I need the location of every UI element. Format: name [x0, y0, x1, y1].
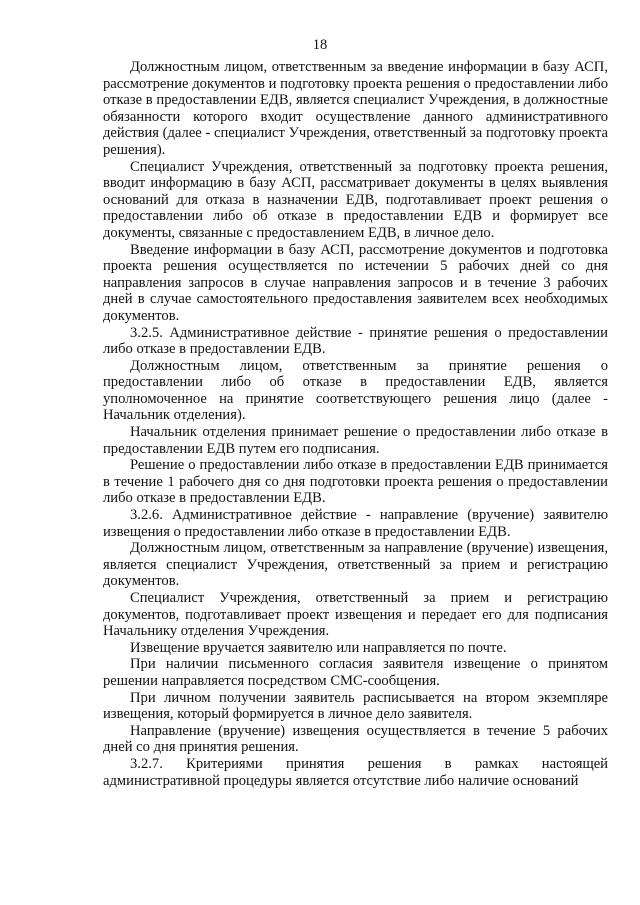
paragraph-head-signs: Начальник отделения принимает решение о предоставлении либо отказе в предоставлении ЕДВ путем его подписания. [103, 424, 608, 457]
paragraph-decision-deadline: Решение о предоставлении либо отказе в предоставлении ЕДВ принимается в течение 1 рабочего дня со дня подготовки проекта решения о предоставлении либо отказе в предоставлении ЕДВ. [103, 457, 608, 507]
document-body [103, 59, 608, 789]
paragraph-notice-deadline: Направление (вручение) извещения осуществляется в течение 5 рабочих дней со дня принятия решения. [103, 722, 608, 756]
paragraph-sms-notice: При наличии письменного согласия заявителя извещение о принятом решении направляется посредством СМС-сообщения. [103, 656, 608, 689]
page-number: 18 [312, 37, 328, 53]
paragraph-section-3-2-5: 3.2.5. Административное действие - принятие решения о предоставлении либо отказе в предоставлении ЕДВ. [103, 324, 608, 358]
paragraph-personal-receipt: При личном получении заявитель расписывается на втором экземпляре извещения, который формируется в личное дело заявителя. [103, 689, 608, 723]
paragraph-notice-preparation: Специалист Учреждения, ответственный за прием и регистрацию документов, подготавливает проект извещения и передает его для подписания Начальнику отделения Учреждения. [103, 590, 608, 640]
paragraph-responsible-official: Должностным лицом, ответственным за введение информации в базу АСП, рассмотрение документов и подготовку проекта решения о предоставлении либо отказе в предоставлении ЕДВ, является специалист Учреждения, в должностные обязанности которого входит осуществление данного административного действия (далее - специалист Учреждения, ответственный за подготовку проекта решения). [103, 59, 608, 158]
paragraph-decision-official: Должностным лицом, ответственным за принятие решения о предоставлении либо об отказе в предоставлении ЕДВ, является уполномоченное на принятие соответствующего решения лицо (далее - Начальник отделения). [103, 357, 608, 424]
paragraph-specialist-duties: Специалист Учреждения, ответственный за подготовку проекта решения, вводит информацию в базу АСП, рассматривает документы в целях выявления оснований для отказа в назначении ЕДВ, подготавливает проект решения о предоставлении либо об отказе в предоставлении ЕДВ и формирует все документы, связанные с предоставлением ЕДВ, в личное дело. [103, 158, 608, 241]
paragraph-notice-delivery: Извещение вручается заявителю или направляется по почте. [130, 639, 507, 656]
paragraph-section-3-2-7: 3.2.7. Критериями принятия решения в рамках настоящей административной процедуры является отсутствие либо наличие оснований [103, 755, 608, 789]
paragraph-processing-deadline: Введение информации в базу АСП, рассмотрение документов и подготовка проекта решения осуществляется по истечении 5 рабочих дней со дня направления запросов в случае направления запросов и в течение 3 рабочих дней в случае самостоятельного предоставления заявителем всех необходимых документов. [103, 241, 608, 324]
paragraph-section-3-2-6: 3.2.6. Административное действие - направление (вручение) заявителю извещения о предоставлении либо отказе в предоставлении ЕДВ. [103, 507, 608, 540]
paragraph-notice-official: Должностным лицом, ответственным за направление (вручение) извещения, является специалист Учреждения, ответственный за прием и регистрацию документов. [103, 540, 608, 590]
